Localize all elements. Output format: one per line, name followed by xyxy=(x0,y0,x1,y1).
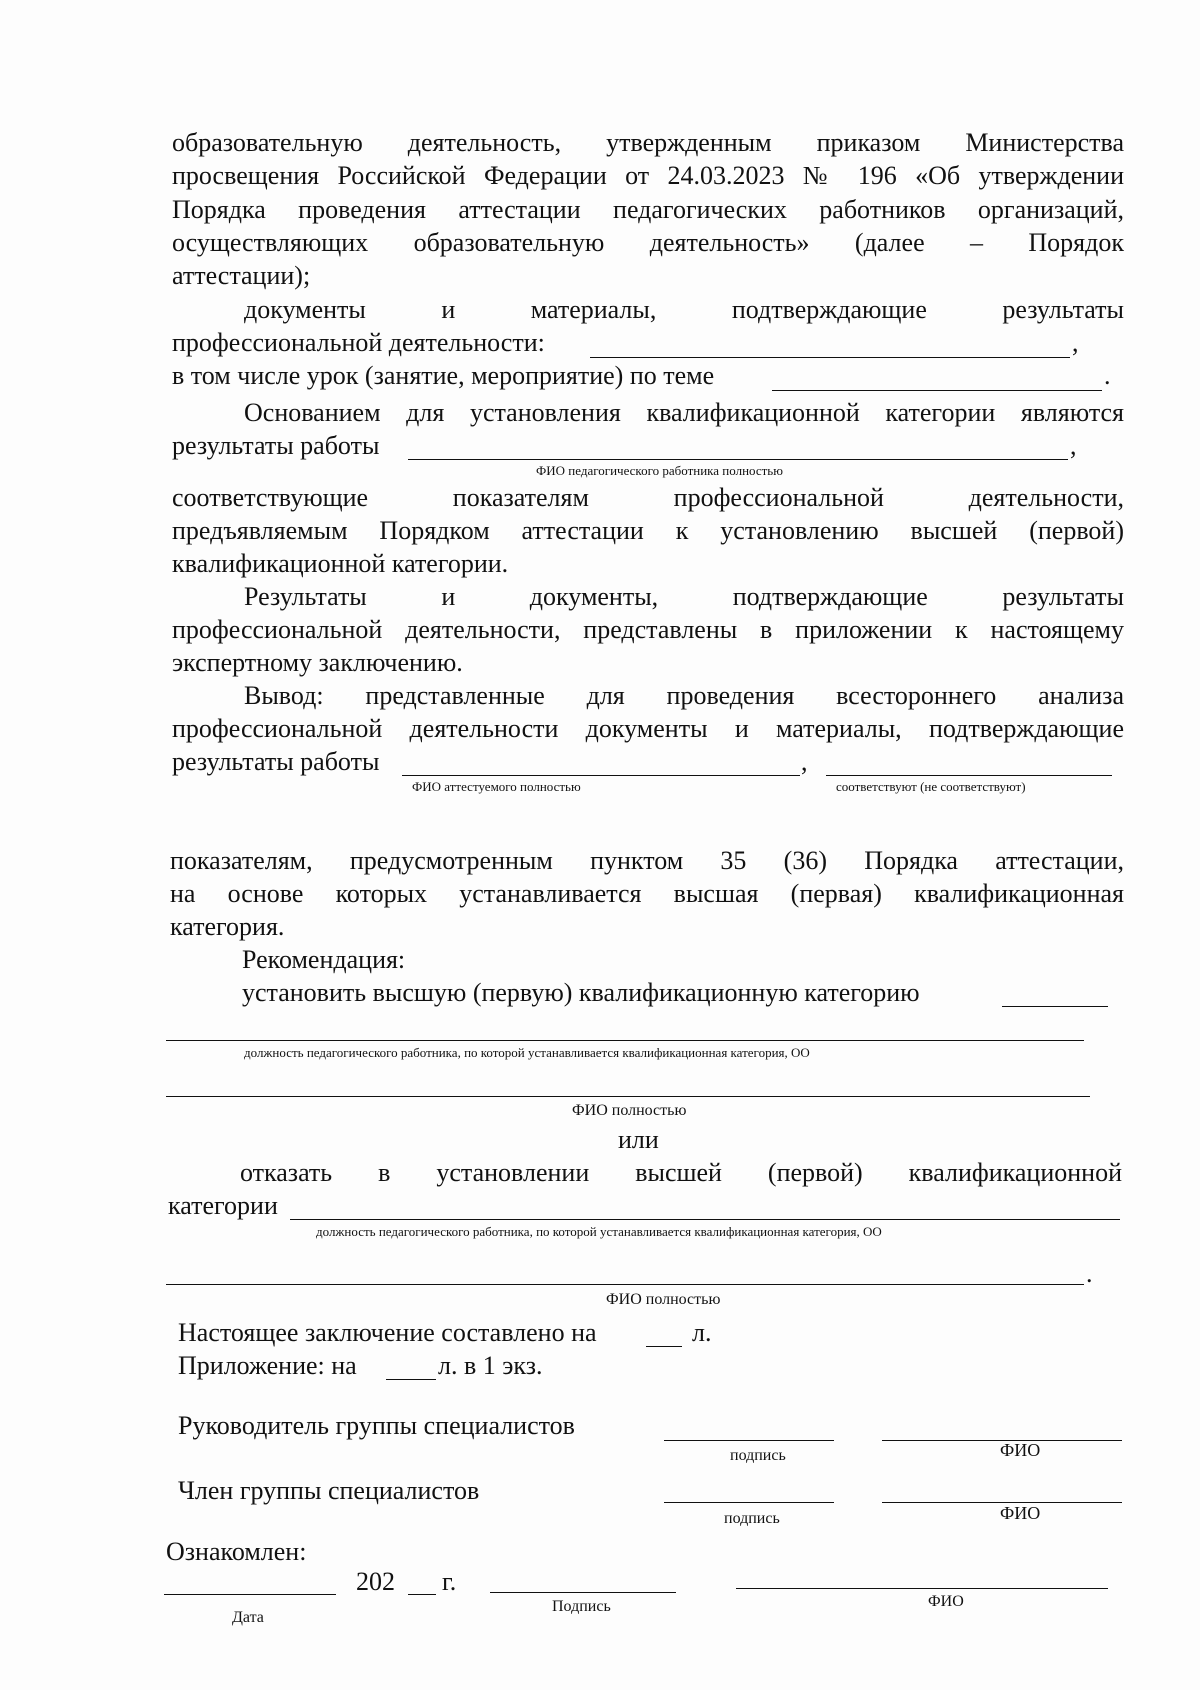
acq-fio-field[interactable] xyxy=(736,1588,1108,1589)
member-fio-caption: ФИО xyxy=(1000,1503,1041,1523)
p2-line-1: документы и материалы, подтверждающие результаты xyxy=(244,295,1124,324)
p3-comma: , xyxy=(1070,431,1077,460)
refusal-line-1: отказать в установлении высшей (первой) квалификационной xyxy=(240,1158,1122,1187)
p3-line-1: Основанием для установления квалификационной категории являются xyxy=(244,398,1124,427)
attested-name-field[interactable] xyxy=(402,775,800,776)
p5-line-3: экспертному заключению. xyxy=(172,648,463,677)
p7-line-1: показателям, предусмотренным пунктом 35 (36) Порядка аттестации, xyxy=(170,846,1124,875)
recommendation-line-1: установить высшую (первую) квалификационную категорию xyxy=(242,978,920,1007)
p3-line-2: результаты работы xyxy=(172,431,380,460)
member-label: Член группы специалистов xyxy=(178,1476,480,1505)
acq-date-field[interactable] xyxy=(164,1594,336,1595)
refusal-position-caption: должность педагогического работника, по которой устанавливается квалификационная категория, ОО xyxy=(316,1224,882,1239)
acq-signature-field[interactable] xyxy=(490,1592,676,1593)
refusal-fio-caption: ФИО полностью xyxy=(606,1291,721,1308)
position-field[interactable] xyxy=(166,1040,1084,1041)
p4-line-3: квалификационной категории. xyxy=(172,549,509,578)
p1-line-3: Порядка проведения аттестации педагогических работников организаций, xyxy=(172,195,1124,224)
refusal-period: . xyxy=(1086,1259,1093,1288)
attested-name-caption: ФИО аттестуемого полностью xyxy=(412,779,581,794)
acq-fio-caption: ФИО xyxy=(928,1593,964,1610)
conclusion-line-2a: Приложение: на xyxy=(178,1351,357,1380)
teacher-name-field[interactable] xyxy=(408,459,1068,460)
p1-line-5: аттестации); xyxy=(172,261,311,290)
activity-results-field[interactable] xyxy=(590,357,1070,358)
p2-line-2: профессиональной деятельности: xyxy=(172,328,545,357)
acq-date-caption: Дата xyxy=(232,1609,264,1626)
teacher-name-caption: ФИО педагогического работника полностью xyxy=(536,463,783,478)
p5-line-1: Результаты и документы, подтверждающие результаты xyxy=(244,582,1124,611)
position-caption: должность педагогического работника, по которой устанавливается квалификационная категория, ОО xyxy=(244,1045,810,1060)
p4-line-1: соответствующие показателям профессиональной деятельности, xyxy=(172,483,1124,512)
p2-line-3: в том числе урок (занятие, мероприятие) по теме xyxy=(172,361,715,390)
p1-line-1: образовательную деятельность, утвержденным приказом Министерства xyxy=(172,128,1124,157)
conclusion-line-1b: л. xyxy=(692,1318,712,1347)
acq-signature-caption: Подпись xyxy=(552,1598,611,1615)
acquainted-label: Ознакомлен: xyxy=(166,1537,307,1566)
p6-line-1: Вывод: представленные для проведения всестороннего анализа xyxy=(244,681,1124,710)
p7-line-2: на основе которых устанавливается высшая (первая) квалификационная xyxy=(170,879,1124,908)
fio-field[interactable] xyxy=(166,1096,1090,1097)
p1-line-2: просвещения Российской Федерации от 24.03.2023 № 196 «Об утверждении xyxy=(172,161,1124,190)
p5-line-2: профессиональной деятельности, представлены в приложении к настоящему xyxy=(172,615,1124,644)
acq-year-suffix: г. xyxy=(442,1567,457,1596)
pages-count-field[interactable] xyxy=(646,1346,682,1347)
member-signature-field[interactable] xyxy=(664,1502,834,1503)
refusal-fio-field[interactable] xyxy=(166,1284,1084,1285)
fio-caption: ФИО полностью xyxy=(572,1102,687,1119)
p6-line-2: профессиональной деятельности документы и материалы, подтверждающие xyxy=(172,714,1124,743)
p6-line-3: результаты работы xyxy=(172,747,380,776)
recommendation-title: Рекомендация: xyxy=(242,945,406,974)
conclusion-line-2b: л. в 1 экз. xyxy=(438,1351,543,1380)
acq-year-field[interactable] xyxy=(408,1594,436,1595)
leader-sign-caption: подпись xyxy=(730,1447,786,1464)
compliance-field[interactable] xyxy=(826,775,1112,776)
leader-signature-field[interactable] xyxy=(664,1440,834,1441)
p4-line-2: предъявляемым Порядком аттестации к установлению высшей (первой) xyxy=(172,516,1124,545)
p6-comma: , xyxy=(801,747,808,776)
acq-year-prefix: 202 xyxy=(356,1567,395,1596)
p7-line-3: категория. xyxy=(170,912,285,941)
refusal-line-2: категории xyxy=(168,1191,278,1220)
refusal-position-field[interactable] xyxy=(290,1219,1120,1220)
leader-label: Руководитель группы специалистов xyxy=(178,1411,575,1440)
or-text: или xyxy=(618,1125,659,1154)
member-sign-caption: подпись xyxy=(724,1510,780,1527)
p2-comma: , xyxy=(1072,328,1079,357)
p1-line-4: осуществляющих образовательную деятельность» (далее – Порядок xyxy=(172,228,1124,257)
p2-period: . xyxy=(1104,361,1111,390)
appendix-pages-field[interactable] xyxy=(386,1379,436,1380)
leader-fio-caption: ФИО xyxy=(1000,1440,1041,1460)
category-field[interactable] xyxy=(1002,1006,1108,1007)
conclusion-line-1a: Настоящее заключение составлено на xyxy=(178,1318,597,1347)
compliance-caption: соответствуют (не соответствуют) xyxy=(836,779,1026,794)
lesson-topic-field[interactable] xyxy=(772,390,1102,391)
